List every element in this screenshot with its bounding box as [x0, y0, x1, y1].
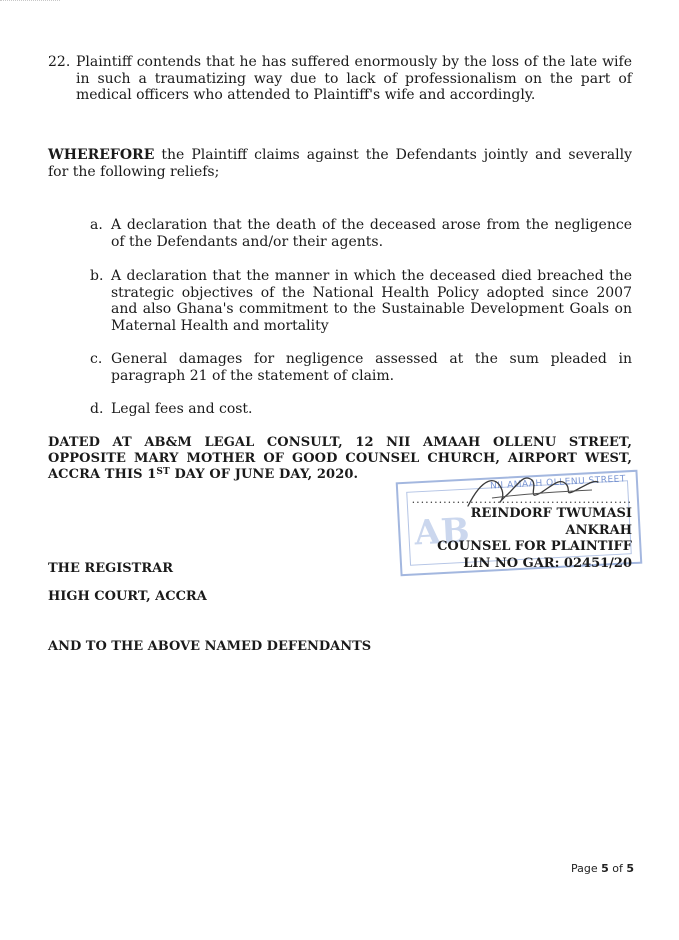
stamp-letters: AB — [413, 510, 471, 554]
relief-letter: c. — [90, 351, 103, 367]
stamp-text: NII AMAAH OLLENU STREET — [489, 474, 627, 492]
relief-letter: a. — [90, 217, 103, 233]
paragraph-22 — [48, 54, 632, 104]
wherefore-lead: WHEREFORE — [48, 147, 155, 163]
signature-block — [404, 494, 632, 572]
relief-text: Legal fees and cost. — [111, 401, 253, 417]
relief-letter: b. — [90, 268, 104, 284]
relief-text: A declaration that the death of the deceased arose from the negligence of the Defendants and/or their agents. — [111, 217, 632, 250]
counsel-lin: LIN NO GAR: 02451/20 — [463, 555, 632, 571]
relief-letter: d. — [90, 401, 104, 417]
dated-superscript: ST — [156, 467, 170, 478]
dated-tail: DAY OF JUNE DAY, 2020. — [169, 467, 359, 483]
counsel-role: COUNSEL FOR PLAINTIFF — [437, 539, 632, 555]
relief-item — [90, 268, 632, 334]
relief-text: A declaration that the manner in which the deceased died breached the strategic objectives of the National Health Policy adopted since 2007 and also Ghana's commitment to the Sustainable Development Goals on Maternal Health and mortality — [111, 268, 632, 334]
addressee-court: HIGH COURT, ACCRA — [48, 589, 207, 604]
paragraph-text: Plaintiff contends that he has suffered enormously by the loss of the late wife in such a traumatizing way due to lack of professionalism on the part of medical officers who attended to Plaintiff's wife and accordingly. — [76, 54, 632, 104]
wherefore-paragraph — [48, 147, 632, 180]
page-current: 5 — [601, 862, 609, 875]
addressee-registrar: THE REGISTRAR — [48, 561, 174, 576]
paragraph-number: 22. — [48, 54, 71, 70]
page-number — [571, 862, 634, 875]
dated-text: DATED AT AB&M LEGAL CONSULT, 12 NII AMAAH OLLENU STREET, OPPOSITE MARY MOTHER OF GOOD COUNSEL CHURCH, AIRPORT WEST, ACCRA THIS 1 — [48, 435, 632, 483]
counsel-name: REINDORF TWUMASI ANKRAH — [470, 506, 632, 538]
page-of: of — [608, 862, 627, 875]
page-prefix: Page — [571, 862, 602, 875]
page-corner-mark — [0, 0, 60, 11]
relief-item — [90, 401, 632, 418]
wherefore-text: the Plaintiff claims against the Defendants jointly and severally for the following reliefs; — [48, 147, 632, 180]
signature-line: ................................................. — [411, 493, 632, 506]
page-total: 5 — [626, 862, 635, 875]
relief-item — [90, 351, 632, 384]
relief-text: General damages for negligence assessed at the sum pleaded in paragraph 21 of the statement of claim. — [111, 351, 632, 384]
relief-item — [90, 217, 632, 250]
addressee-defendants: AND TO THE ABOVE NAMED DEFENDANTS — [48, 639, 372, 654]
